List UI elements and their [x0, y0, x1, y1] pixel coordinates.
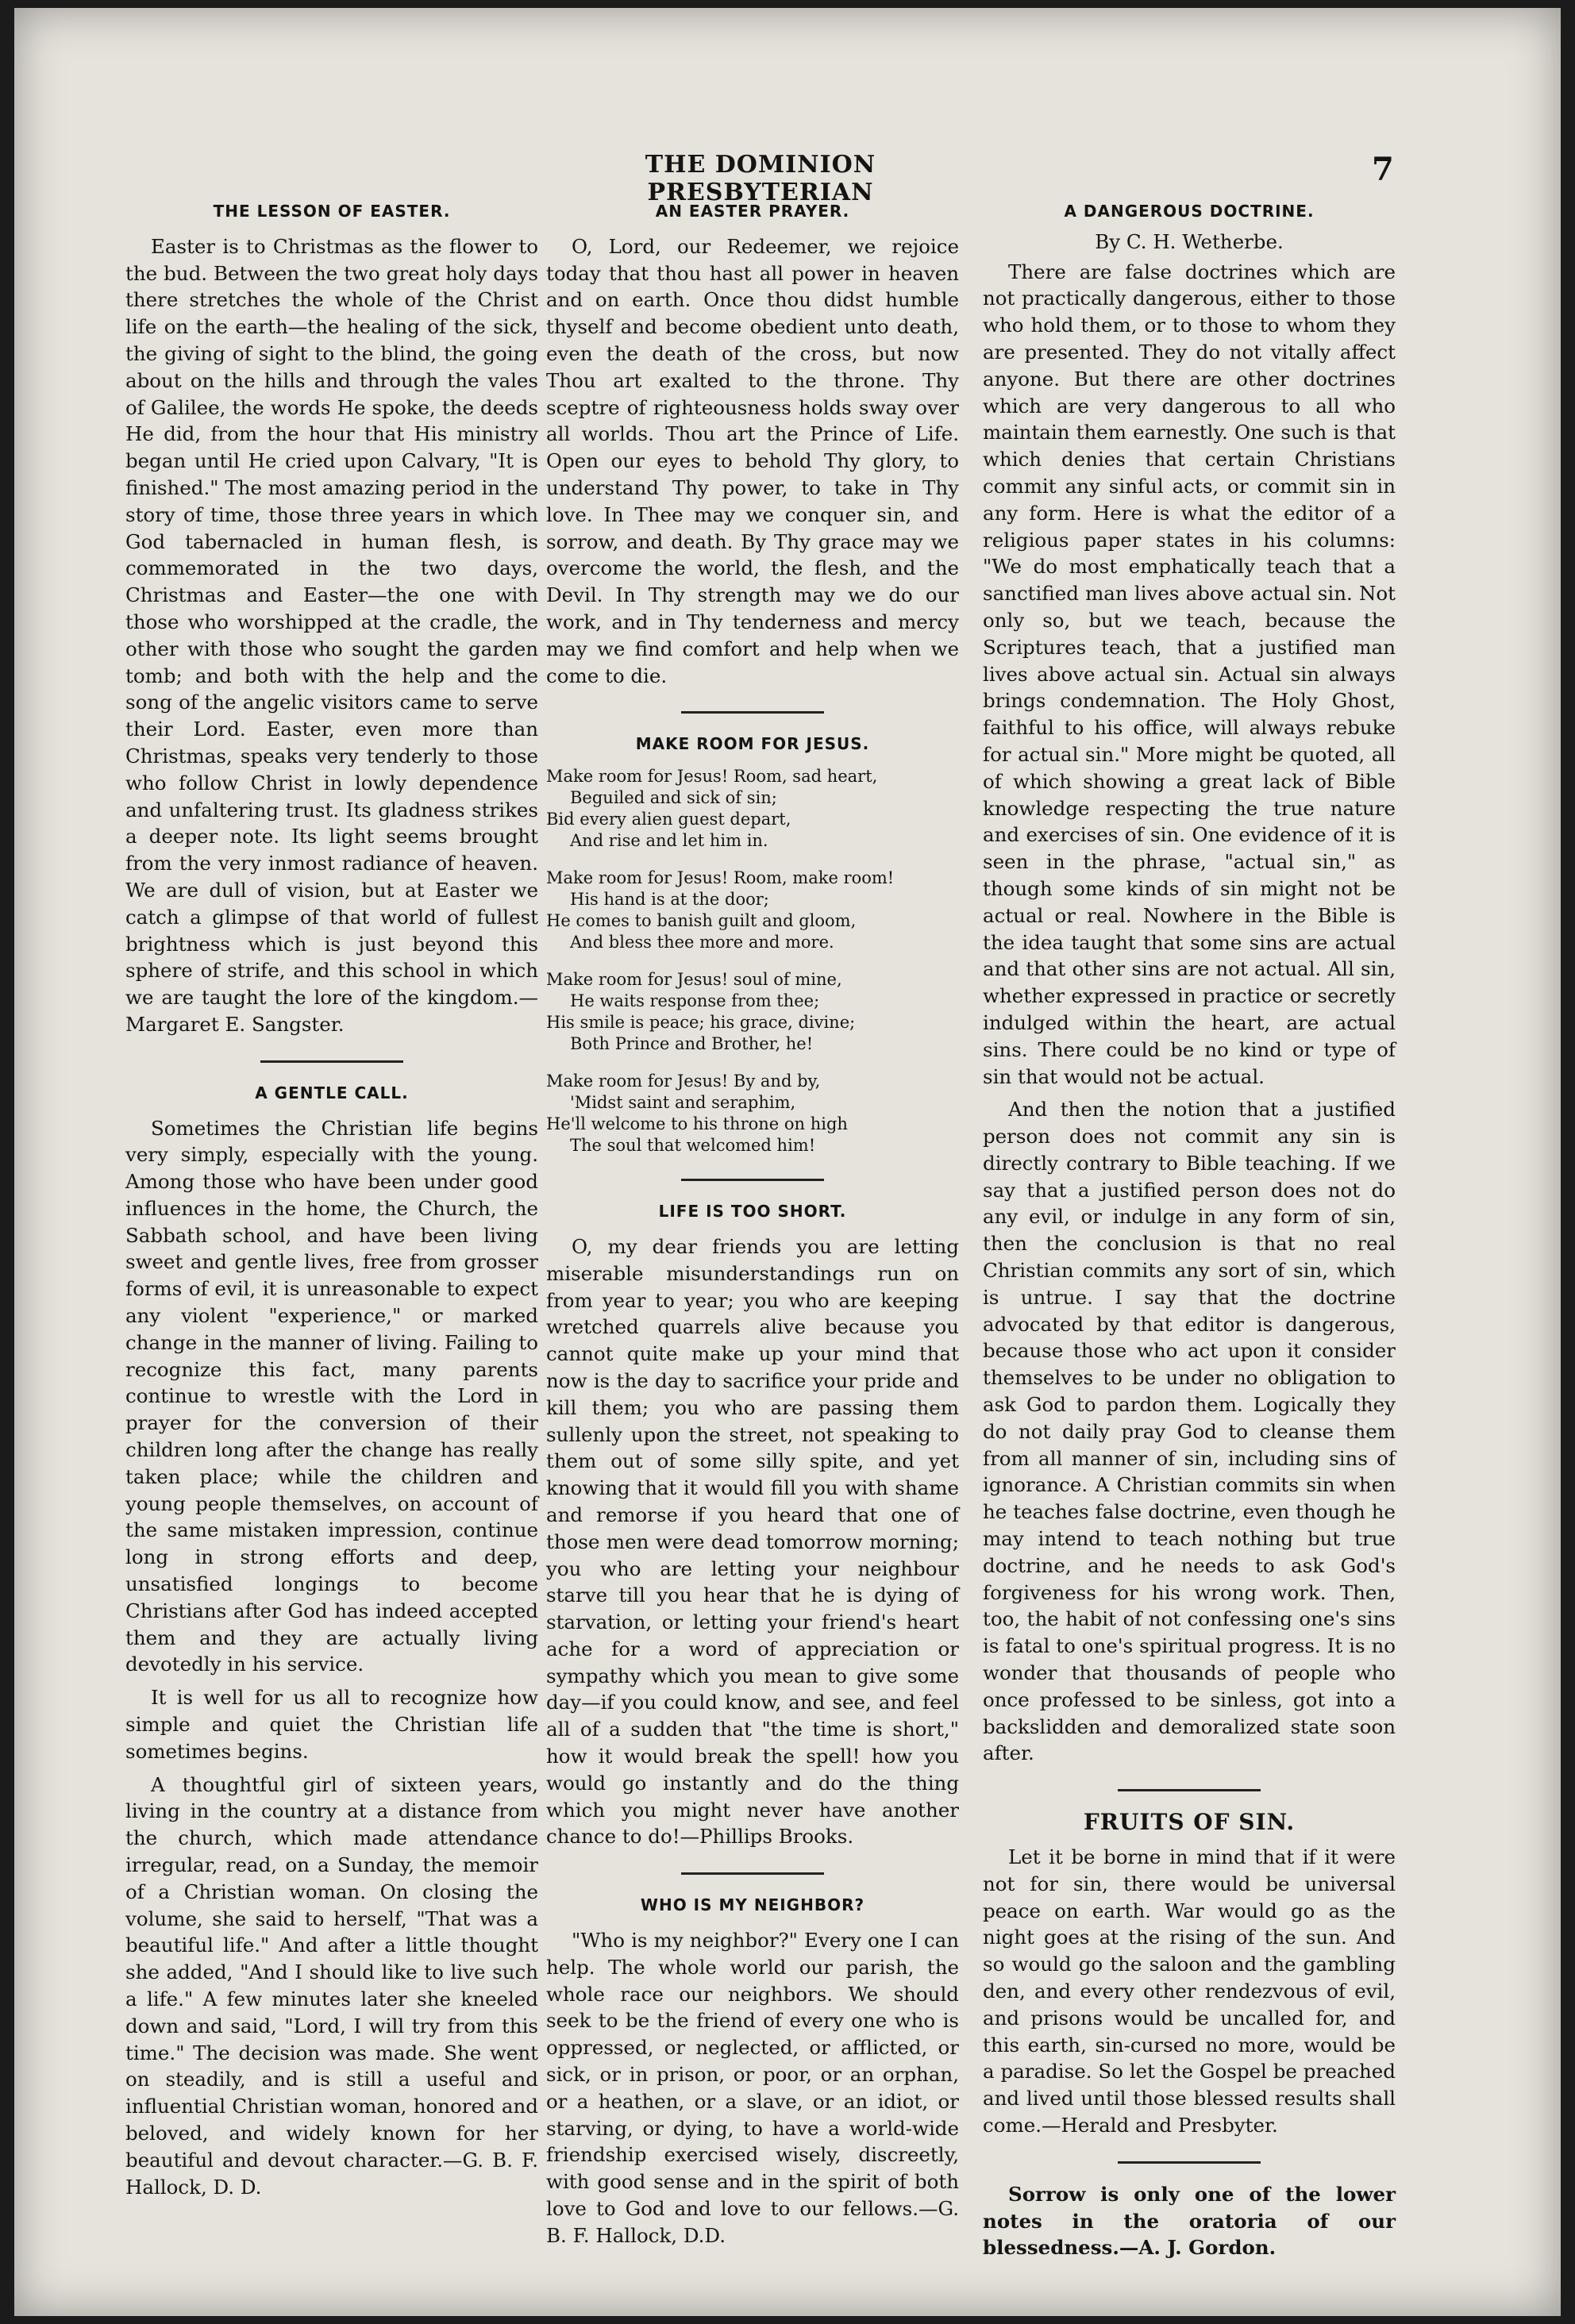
poem-stanza — [546, 1071, 959, 1156]
article-body: O, my dear friends you are letting miserable misunderstandings run on from year to year; you who are keeping wretched quarrels alive because you cannot quite make up your mind that now is the day to sacrifice your pride and kill them; you who are passing them sullenly upon the street, not speaking to them out of some silly spite, and yet knowing that it would fill you with shame and remorse if you heard that one of those men were dead tomorrow morning; you who are letting your neighbour starve till you hear that he is dying of starvation, or letting your friend's heart ache for a word of appreciation or sympathy which you mean to give some day—if you could know, and see, and feel all of a sudden that "the time is short," how it would break the spell! how you would go instantly and do the thing which you might never have another chance to do!—Phillips Brooks. — [546, 1234, 959, 1849]
article-easter-prayer — [546, 198, 959, 689]
divider — [681, 1179, 824, 1181]
article-paragraph: There are false doctrines which are not practically dangerous, either to those who hold them, or to those to whom they are presented. They do not vitally affect anyone. But there are other doctrines which are very dangerous to all who maintain them earnestly. One such is that which denies that certain Christians commit any sinful acts, or commit sin in any form. Here is what the editor of a religious paper states in his columns: "We do most emphatically teach that a sanctified man lives above actual sin. Not only so, but we teach, because the Scriptures teach, that a justified man lives above actual sin. Actual sin always brings condemnation. The Holy Ghost, faithful to his office, will always rebuke for actual sin." More might be quoted, all of which showing a great lack of Bible knowledge respecting the true nature and exercises of sin. One evidence of it is seen in the phrase, "actual sin," as though some kinds of sin might not be actual or real. Nowhere in the Bible is the idea taught that some sins are actual and that other sins are not actual. All sin, whether expressed in practice or secretly indulged within the heart, are actual sins. There could be no kind or type of sin that would not be actual. — [983, 260, 1396, 1088]
article-life-is-too-short — [546, 1199, 959, 1850]
poem-line: He waits response from thee; — [570, 991, 820, 1011]
article-body: Easter is to Christmas as the flower to the bud. Between the two great holy days there stretches the whole of the Christ life on the earth—the healing of the sick, the giving of sight to the blind, the going about on the hills and through the vales of Galilee, the words He spoke, the deeds He did, from the hour that His ministry began until He cried upon Calvary, "It is finished." The most amazing period in the story of time, those three years in which God tabernacled in human flesh, is commemorated in the two days, Christmas and Easter—the one with those who worshipped at the cradle, the other with those who sought the garden tomb; and both with the help and the song of the angelic visitors came to serve their Lord. Easter, even more than Christmas, speaks very tenderly to those who follow Christ in lowly dependence and unfaltering trust. Its gladness strikes a deeper note. Its light seems brought from the very inmost radiance of heaven. We are dull of vision, but at Easter we catch a glimpse of that world of fullest brightness which is just beyond this sphere of strife, and this school in which we are taught the lore of the kingdom.—Margaret E. Sangster. — [125, 234, 538, 1036]
article-body: Let it be borne in mind that if it were not for sin, there would be universal peace on earth. War would go as the night goes at the rising of the sun. And so would go the saloon and the gambling den, and every other rendezvous of evil, and prisons would be uncalled for, and this earth, sin-cursed no more, would be a paradise. So let the Gospel be preached and lived until those blessed results shall come.—Herald and Presbyter. — [983, 1845, 1396, 2137]
poem-line: Both Prince and Brother, he! — [570, 1034, 814, 1054]
article-title: AN EASTER PRAYER. — [655, 202, 850, 221]
masthead: THE DOMINION PRESBYTERIAN — [645, 151, 876, 206]
poem-stanza — [546, 969, 959, 1055]
poem-line: Make room for Jesus! Room, sad heart, — [546, 767, 878, 787]
poem-line: Bid every alien guest depart, — [546, 810, 791, 829]
poem-line: He'll welcome to his throne on high — [546, 1114, 848, 1134]
article-paragraph: It is well for us all to recognize how simple and quiet the Christian life sometimes begins. — [125, 1686, 538, 1763]
article-gentle-call — [125, 1080, 538, 2201]
poem-line: Make room for Jesus! Room, make room! — [546, 868, 895, 888]
divider — [681, 1872, 824, 1875]
column-left — [125, 198, 538, 2200]
poem-title: MAKE ROOM FOR JESUS. — [635, 734, 870, 754]
article-paragraph: A thoughtful girl of sixteen years, living in the country at a distance from the church, which made attendance irregular, read, on a Sunday, the memoir of a Christian woman. On closing the volume, she said to herself, "That was a beautiful life." And after a little thought she added, "And I should like to live such a life." A few minutes later she kneeled down and said, "Lord, I will try from this time." The decision was made. She went on steadily, and is still a useful and influential Christian woman, honored and beloved, and widely known for her beautiful and devout character.—G. B. F. Hallock, D. D. — [125, 1772, 538, 2199]
poem-stanza — [546, 766, 959, 852]
article-body: O, Lord, our Redeemer, we rejoice today that thou hast all power in heaven and on earth. Once thou didst humble thyself and become obedient unto death, even the death of the cross, but now Thou art exalted to the throne. Thy sceptre of righteousness holds sway over all worlds. Thou art the Prince of Life. Open our eyes to behold Thy glory, to understand Thy power, to take in Thy love. In Thee may we conquer sin, and sorrow, and death. By Thy grace may we overcome the world, the flesh, and the Devil. In Thy strength may we do our work, and in Thy tenderness and mercy may we find comfort and help when we come to die. — [546, 234, 959, 687]
divider — [1118, 2161, 1261, 2164]
poem-line: Beguiled and sick of sin; — [570, 788, 777, 808]
page-number: 7 — [1372, 151, 1394, 188]
poem-line: Make room for Jesus! By and by, — [546, 1072, 821, 1091]
divider — [1118, 1789, 1261, 1791]
article-title: THE LESSON OF EASTER. — [213, 202, 451, 221]
article-who-is-my-neighbor — [546, 1892, 959, 2249]
poem-line: The soul that welcomed him! — [570, 1136, 816, 1156]
poem-line: His hand is at the door; — [570, 890, 769, 910]
article-fruits-of-sin — [983, 1809, 1396, 2139]
poem-body — [546, 766, 959, 1156]
poem-make-room-for-jesus — [546, 731, 959, 1156]
poem-line: 'Midst saint and seraphim, — [570, 1093, 796, 1113]
article-title: A DANGEROUS DOCTRINE. — [1064, 202, 1315, 221]
closing-quote: Sorrow is only one of the lower notes in the oratoria of our blessedness.—A. J. Gordon. — [983, 2182, 1396, 2260]
article-body: "Who is my neighbor?" Every one I can help. The whole world our parish, the whole race our neighbors. We should seek to be the friend of every one who is oppressed, or neglected, or afflicted, or sick, or in prison, or poor, or an orphan, or a heathen, or a slave, or an idiot, or starving, or dying, to have a world-wide friendship exercised wisely, discreetly, with good sense and in the spirit of both love to God and love to our fellows.—G. B. F. Hallock, D.D. — [546, 1929, 959, 2247]
poem-line: And rise and let him in. — [570, 831, 768, 851]
article-paragraph: And then the notion that a justified person does not commit any sin is directly contrary to Bible teaching. If we say that a justified person does not do any evil, or indulge in any form of sin, then the conclusion is that no real Christian commits any sort of sin, which is untrue. I say that the doctrine advocated by that editor is dangerous, because those who act upon it consider themselves to be under no obligation to ask God to pardon them. Logically they do not daily pray God to cleanse them from all manner of sin, including sins of ignorance. A Christian commits sin when he teaches false doctrine, even though he may intend to teach nothing but true doctrine, and he needs to ask God's forgiveness for his wrong work. Then, too, the habit of not confessing one's sins is fatal to one's spiritual progress. It is no wonder that thousands of people who once professed to be sinless, got into a backslidden and demoralized state soon after. — [983, 1098, 1396, 1765]
article-title: A GENTLE CALL. — [255, 1083, 409, 1102]
article-byline: By C. H. Wetherbe. — [1095, 229, 1284, 253]
article-title: WHO IS MY NEIGHBOR? — [640, 1895, 865, 1915]
newspaper-page — [14, 8, 1561, 2316]
poem-stanza — [546, 868, 959, 953]
column-middle — [546, 198, 959, 2249]
article-lesson-of-easter — [125, 198, 538, 1038]
article-title: FRUITS OF SIN. — [1083, 1809, 1296, 1836]
article-dangerous-doctrine — [983, 198, 1396, 1767]
article-paragraph: Sometimes the Christian life begins very simply, especially with the young. Among those who have been under good influences in the home, the Church, the Sabbath school, and have been living sweet and gentle lives, free from grosser forms of evil, it is unreasonable to expect any violent "experience," or marked change in the manner of living. Failing to recognize this fact, many parents continue to wrestle with the Lord in prayer for the conversion of their children long after the change has really taken place; while the children and young people themselves, on account of the same mistaken impression, continue long in strong efforts and deep, unsatisfied longings to become Christians after God has indeed accepted them and they are actually living devotedly in his service. — [125, 1116, 538, 1676]
poem-line: He comes to banish guilt and gloom, — [546, 911, 857, 931]
divider — [681, 711, 824, 714]
divider — [260, 1060, 403, 1063]
column-right — [983, 198, 1396, 2261]
poem-line: Make room for Jesus! soul of mine, — [546, 970, 842, 990]
article-title: LIFE IS TOO SHORT. — [658, 1202, 847, 1222]
poem-line: His smile is peace; his grace, divine; — [546, 1013, 856, 1033]
poem-line: And bless thee more and more. — [570, 933, 834, 952]
